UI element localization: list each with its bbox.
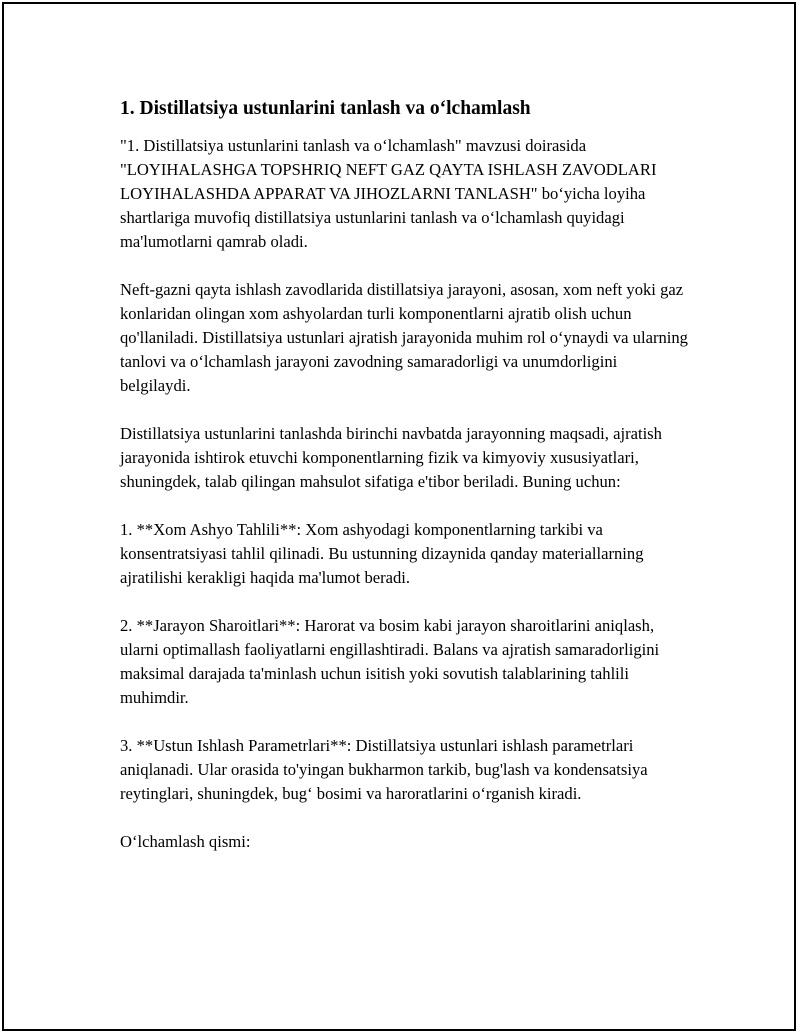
document-content — [120, 96, 690, 878]
list-item-process-conditions: 2. **Jarayon Sharoitlari**: Harorat va bosim kabi jarayon sharoitlarini aniqlash, ularni optimallash faoliyatlarni engillashtiradi. Balans va ajratish samaradorligini maksimal darajada ta'minlash uchun isitish yoki sovutish talablarining tahlili muhimdir. — [120, 616, 660, 707]
paragraph-selection-criteria: Distillatsiya ustunlarini tanlashda birinchi navbatda jarayonning maqsadi, ajratish jarayonida ishtirok etuvchi komponentlarning fizik va kimyoviy xususiyatlari, shuningdek, talab qilingan mahsulot sifatiga e'tibor beriladi. Buning uchun: — [120, 424, 662, 491]
document-page — [2, 2, 796, 1031]
list-item-column-parameters: 3. **Ustun Ishlash Parametrlari**: Distillatsiya ustunlari ishlash parametrlari aniqlanadi. Ular orasida to'yingan bukharmon tarkib, bug'lash va kondensatsiya reytinglari, shuningdek, bug‘ bosimi va haroratlarini o‘rganish kiradi. — [120, 736, 648, 803]
paragraph-sizing-section: O‘lchamlash qismi: — [120, 832, 251, 851]
paragraph-intro: "1. Distillatsiya ustunlarini tanlash va o‘lchamlash" mavzusi doirasida "LOYIHALASHGA TOPSHRIQ NEFT GAZ QAYTA ISHLASH ZAVODLARI LOYIHALASHDA APPARAT VA JIHOZLARNI TANLASH" bo‘yicha loyiha shartlariga muvofiq distillatsiya ustunlarini tanlash va o‘lchamlash quyidagi ma'lumotlarni qamrab oladi. — [120, 136, 657, 251]
section-heading: 1. Distillatsiya ustunlarini tanlash va o‘lchamlash — [120, 98, 531, 119]
list-item-raw-material-analysis: 1. **Xom Ashyo Tahlili**: Xom ashyodagi komponentlarning tarkibi va konsentratsiyasi tahlil qilinadi. Bu ustunning dizaynida qanday materiallarning ajratilishi kerakligi haqida ma'lumot beradi. — [120, 520, 644, 587]
paragraph-distillation-process: Neft-gazni qayta ishlash zavodlarida distillatsiya jarayoni, asosan, xom neft yoki gaz konlaridan olingan xom ashyolardan turli komponentlarni ajratib olish uchun qo'llaniladi. Distillatsiya ustunlari ajratish jarayonida muhim rol o‘ynaydi va ularning tanlovi va o‘lchamlash jarayoni zavodning samaradorligi va unumdorligini belgilaydi. — [120, 280, 688, 395]
